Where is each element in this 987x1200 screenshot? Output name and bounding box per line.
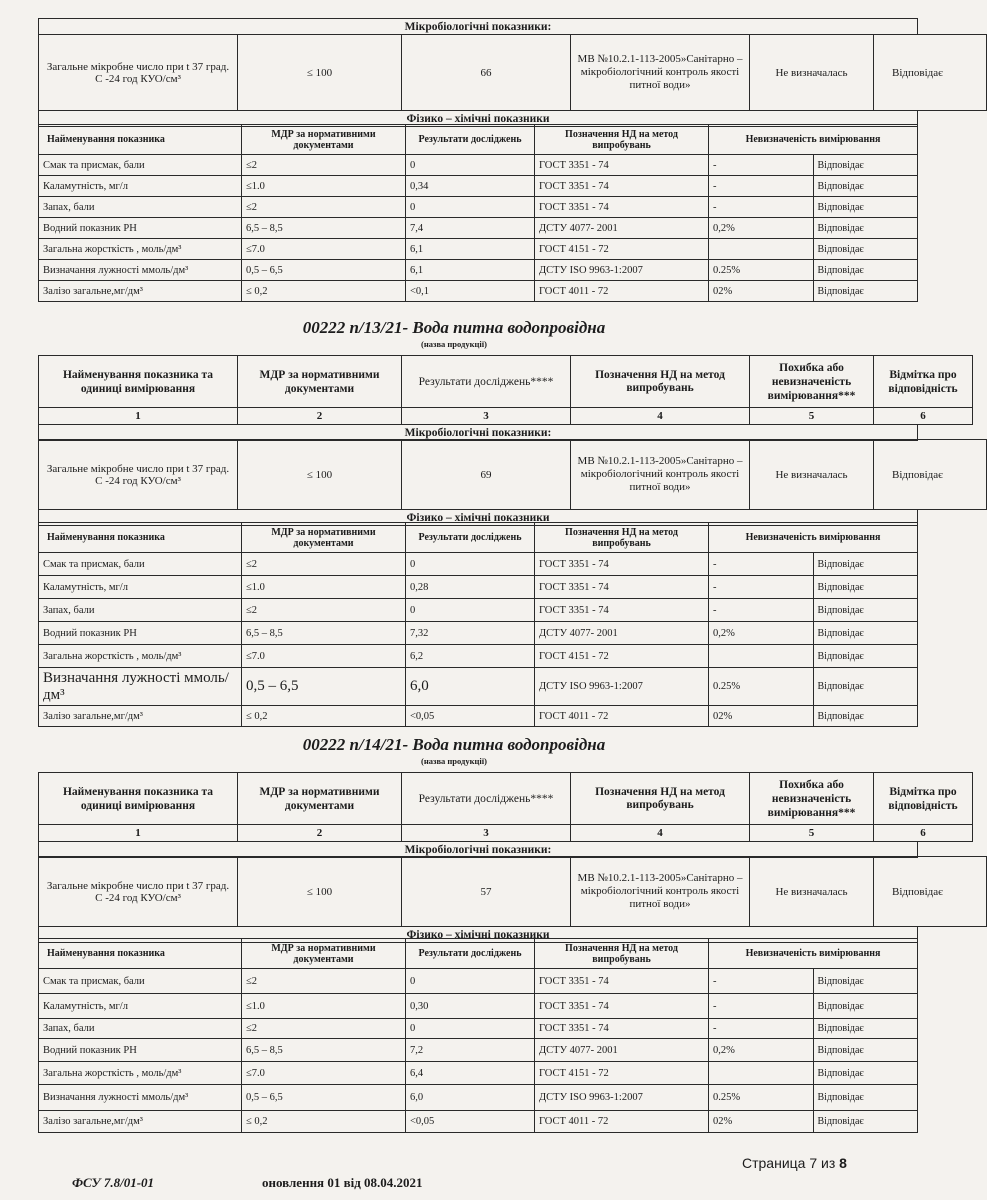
- indicator-mdr: ≤2: [242, 155, 406, 176]
- index-row: [39, 825, 973, 842]
- header-nd: Позначення НД на метод випробувань: [535, 939, 709, 969]
- indicator-name: Загальна жорсткість , моль/дм³: [39, 1062, 242, 1085]
- indicator-uncertainty: -: [709, 576, 814, 599]
- indicator-uncertainty: 0,2%: [709, 622, 814, 645]
- indicator-mark: Відповідає: [813, 969, 918, 994]
- micro-nd: МВ №10.2.1-113-2005»Санітарно – мікробіологічний контроль якості питної води»: [571, 35, 750, 111]
- indicator-result: 6,1: [406, 260, 535, 281]
- physchem-row: [39, 599, 918, 622]
- indicator-method: ГОСТ 3351 - 74: [535, 599, 709, 622]
- micro-name: Загальне мікробне число при t 37 град. С -24 год КУО/см³: [39, 35, 238, 111]
- indicator-method: ГОСТ 3351 - 74: [535, 155, 709, 176]
- physchem-row: [39, 553, 918, 576]
- indicator-method: ГОСТ 3351 - 74: [535, 553, 709, 576]
- main-header-nd: Позначення НД на метод випробувань: [571, 773, 750, 825]
- indicator-uncertainty: 0.25%: [709, 260, 814, 281]
- index-cell: 5: [750, 408, 874, 425]
- indicator-result: 0,30: [406, 994, 535, 1019]
- indicator-mark: Відповідає: [813, 239, 918, 260]
- micro-bar-1: [38, 18, 918, 35]
- physchem-label: Фізико – хімічні показники: [39, 111, 918, 127]
- indicator-name: Смак та присмак, бали: [39, 969, 242, 994]
- main-header-name: Найменування показника та одиниці вимірювання: [39, 773, 238, 825]
- indicator-mdr: ≤ 0,2: [242, 706, 406, 727]
- indicator-result: 0: [406, 155, 535, 176]
- physchem-row: [39, 197, 918, 218]
- indicator-uncertainty: [709, 1062, 814, 1085]
- header-uncertainty: Невизначеність вимірювання: [709, 125, 918, 155]
- header-name: Найменування показника: [39, 523, 242, 553]
- index-cell: 6: [874, 825, 973, 842]
- main-header-mark: Відмітка про відповідність: [874, 356, 973, 408]
- physchem-header-row: [39, 125, 918, 155]
- indicator-mark: Відповідає: [813, 1039, 918, 1062]
- physchem-row: [39, 645, 918, 668]
- indicator-method: ДСТУ 4077- 2001: [535, 218, 709, 239]
- indicator-mark: Відповідає: [813, 176, 918, 197]
- physchem-table-2: [38, 522, 918, 727]
- indicator-mark: Відповідає: [813, 668, 918, 706]
- indicator-mark: Відповідає: [813, 1085, 918, 1111]
- indicator-method: ГОСТ 4151 - 72: [535, 645, 709, 668]
- physchem-row: [39, 576, 918, 599]
- indicator-mdr: 6,5 – 8,5: [242, 622, 406, 645]
- header-nd: Позначення НД на метод випробувань: [535, 523, 709, 553]
- header-uncertainty: Невизначеність вимірювання: [709, 523, 918, 553]
- micro-mark: Відповідає: [874, 35, 987, 111]
- header-uncertainty: Невизначеність вимірювання: [709, 939, 918, 969]
- indicator-name: Водний показник РН: [39, 218, 242, 239]
- micro-result: 57: [402, 857, 571, 927]
- main-header-nd: Позначення НД на метод випробувань: [571, 356, 750, 408]
- indicator-uncertainty: -: [709, 1019, 814, 1039]
- indicator-name: Запах, бали: [39, 197, 242, 218]
- index-cell: 4: [571, 408, 750, 425]
- indicator-mark: Відповідає: [813, 1062, 918, 1085]
- header-mdr: МДР за нормативними документами: [242, 939, 406, 969]
- indicator-mark: Відповідає: [813, 576, 918, 599]
- physchem-row: [39, 706, 918, 727]
- micro-error: Не визначалась: [750, 440, 874, 510]
- indicator-result: 0,28: [406, 576, 535, 599]
- indicator-uncertainty: -: [709, 197, 814, 218]
- indicator-result: 6,0: [406, 1085, 535, 1111]
- main-header-result: Результати досліджень****: [402, 773, 571, 825]
- indicator-uncertainty: -: [709, 599, 814, 622]
- header-mdr: МДР за нормативними документами: [242, 523, 406, 553]
- indicator-mark: Відповідає: [813, 706, 918, 727]
- physchem-row: [39, 1039, 918, 1062]
- physchem-table-1: [38, 124, 918, 302]
- indicator-name: Визначання лужності ммоль/дм³: [39, 1085, 242, 1111]
- indicator-uncertainty: -: [709, 176, 814, 197]
- physchem-row: [39, 622, 918, 645]
- indicator-name: Каламутність, мг/л: [39, 994, 242, 1019]
- main-header-result: Результати досліджень****: [402, 356, 571, 408]
- indicator-uncertainty: 0.25%: [709, 668, 814, 706]
- indicator-mark: Відповідає: [813, 599, 918, 622]
- indicator-method: ГОСТ 3351 - 74: [535, 176, 709, 197]
- indicator-mdr: ≤2: [242, 969, 406, 994]
- indicator-mdr: ≤2: [242, 599, 406, 622]
- physchem-label: Фізико – хімічні показники: [39, 510, 918, 526]
- indicator-mark: Відповідає: [813, 197, 918, 218]
- physchem-row: [39, 281, 918, 302]
- micro-mdr: ≤ 100: [238, 35, 402, 111]
- indicator-name: Залізо загальне,мг/дм³: [39, 1111, 242, 1133]
- indicator-mdr: ≤ 0,2: [242, 1111, 406, 1133]
- physchem-row: [39, 218, 918, 239]
- micro-error: Не визначалась: [750, 35, 874, 111]
- indicator-name: Каламутність, мг/л: [39, 176, 242, 197]
- micro-label: Мікробіологічні показники:: [39, 19, 918, 35]
- revision-note: оновлення 01 від 08.04.2021: [262, 1175, 423, 1190]
- physchem-row: [39, 176, 918, 197]
- indicator-uncertainty: -: [709, 553, 814, 576]
- micro-nd: МВ №10.2.1-113-2005»Санітарно – мікробіологічний контроль якості питної води»: [571, 857, 750, 927]
- indicator-uncertainty: [709, 239, 814, 260]
- micro-result: 66: [402, 35, 571, 111]
- indicator-result: 7,2: [406, 1039, 535, 1062]
- indicator-name: Загальна жорсткість , моль/дм³: [39, 239, 242, 260]
- micro-mark: Відповідає: [874, 857, 987, 927]
- indicator-name: Загальна жорсткість , моль/дм³: [39, 645, 242, 668]
- indicator-uncertainty: -: [709, 994, 814, 1019]
- indicator-name: Смак та присмак, бали: [39, 155, 242, 176]
- indicator-name: Водний показник РН: [39, 622, 242, 645]
- indicator-result: 0: [406, 969, 535, 994]
- indicator-mark: Відповідає: [813, 155, 918, 176]
- indicator-result: 6,4: [406, 1062, 535, 1085]
- indicator-method: ДСТУ ISO 9963-1:2007: [535, 1085, 709, 1111]
- indicator-method: ГОСТ 4011 - 72: [535, 706, 709, 727]
- indicator-mdr: ≤2: [242, 1019, 406, 1039]
- micro-table-2: [38, 439, 987, 510]
- indicator-result: 7,4: [406, 218, 535, 239]
- indicator-mdr: ≤7.0: [242, 239, 406, 260]
- indicator-result: 0: [406, 197, 535, 218]
- indicator-uncertainty: -: [709, 155, 814, 176]
- indicator-result: <0,1: [406, 281, 535, 302]
- physchem-row: [39, 994, 918, 1019]
- micro-mdr: ≤ 100: [238, 857, 402, 927]
- indicator-mdr: ≤1.0: [242, 576, 406, 599]
- indicator-mark: Відповідає: [813, 1019, 918, 1039]
- micro-row: [39, 857, 987, 927]
- indicator-uncertainty: -: [709, 969, 814, 994]
- indicator-mdr: 6,5 – 8,5: [242, 1039, 406, 1062]
- indicator-mark: Відповідає: [813, 994, 918, 1019]
- indicator-mdr: ≤2: [242, 197, 406, 218]
- micro-name: Загальне мікробне число при t 37 град. С -24 год КУО/см³: [39, 857, 238, 927]
- micro-row: [39, 440, 987, 510]
- indicator-uncertainty: [709, 645, 814, 668]
- micro-mdr: ≤ 100: [238, 440, 402, 510]
- indicator-mark: Відповідає: [813, 645, 918, 668]
- indicator-name: Визначання лужності ммоль/дм³: [39, 668, 242, 706]
- indicator-mark: Відповідає: [813, 260, 918, 281]
- header-nd: Позначення НД на метод випробувань: [535, 125, 709, 155]
- indicator-mark: Відповідає: [813, 218, 918, 239]
- indicator-result: 0: [406, 1019, 535, 1039]
- physchem-table-3: [38, 938, 918, 1133]
- index-cell: 5: [750, 825, 874, 842]
- indicator-mdr: ≤1.0: [242, 176, 406, 197]
- indicator-mdr: ≤ 0,2: [242, 281, 406, 302]
- page-number: [742, 1155, 847, 1171]
- indicator-method: ДСТУ 4077- 2001: [535, 622, 709, 645]
- micro-label: Мікробіологічні показники:: [39, 842, 918, 858]
- indicator-result: 6,2: [406, 645, 535, 668]
- indicator-result: 0: [406, 599, 535, 622]
- indicator-mark: Відповідає: [813, 622, 918, 645]
- indicator-result: 0: [406, 553, 535, 576]
- indicator-uncertainty: 02%: [709, 706, 814, 727]
- indicator-name: Залізо загальне,мг/дм³: [39, 281, 242, 302]
- form-code: ФСУ 7.8/01-01: [72, 1175, 155, 1190]
- header-name: Найменування показника: [39, 939, 242, 969]
- index-cell: 1: [39, 408, 238, 425]
- indicator-method: ГОСТ 3351 - 74: [535, 994, 709, 1019]
- micro-label: Мікробіологічні показники:: [39, 425, 918, 441]
- header-mdr: МДР за нормативними документами: [242, 125, 406, 155]
- indicator-method: ГОСТ 4011 - 72: [535, 281, 709, 302]
- indicator-mark: Відповідає: [813, 1111, 918, 1133]
- indicator-name: Залізо загальне,мг/дм³: [39, 706, 242, 727]
- main-header-error: Похибка або невизначеність вимірювання***: [750, 356, 874, 408]
- micro-error: Не визначалась: [750, 857, 874, 927]
- page-number-prefix: Страница 7 из: [742, 1155, 840, 1171]
- indicator-method: ГОСТ 4011 - 72: [535, 1111, 709, 1133]
- indicator-uncertainty: 02%: [709, 1111, 814, 1133]
- micro-table-3: [38, 856, 987, 927]
- indicator-uncertainty: 0,2%: [709, 218, 814, 239]
- indicator-mdr: 0,5 – 6,5: [242, 668, 406, 706]
- index-cell: 2: [238, 825, 402, 842]
- indicator-name: Запах, бали: [39, 1019, 242, 1039]
- indicator-method: ГОСТ 4151 - 72: [535, 1062, 709, 1085]
- physchem-header-row: [39, 939, 918, 969]
- indicator-result: 0,34: [406, 176, 535, 197]
- main-header-mdr: МДР за нормативними документами: [238, 356, 402, 408]
- physchem-row: [39, 1111, 918, 1133]
- indicator-name: Смак та присмак, бали: [39, 553, 242, 576]
- physchem-row: [39, 969, 918, 994]
- micro-mark: Відповідає: [874, 440, 987, 510]
- indicator-name: Каламутність, мг/л: [39, 576, 242, 599]
- index-cell: 6: [874, 408, 973, 425]
- indicator-result: 6,1: [406, 239, 535, 260]
- indicator-uncertainty: 0.25%: [709, 1085, 814, 1111]
- physchem-header-row: [39, 523, 918, 553]
- index-cell: 4: [571, 825, 750, 842]
- micro-nd: МВ №10.2.1-113-2005»Санітарно – мікробіологічний контроль якості питної води»: [571, 440, 750, 510]
- indicator-method: ДСТУ ISO 9963-1:2007: [535, 668, 709, 706]
- main-header-mdr: МДР за нормативними документами: [238, 773, 402, 825]
- indicator-mdr: ≤2: [242, 553, 406, 576]
- physchem-row: [39, 239, 918, 260]
- product-title-13: 00222 п/13/21- Вода питна водопровідна: [302, 318, 606, 337]
- main-header-error: Похибка або невизначеність вимірювання***: [750, 773, 874, 825]
- main-header-mark: Відмітка про відповідність: [874, 773, 973, 825]
- header-result: Результати досліджень: [406, 523, 535, 553]
- micro-result: 69: [402, 440, 571, 510]
- indicator-mdr: ≤1.0: [242, 994, 406, 1019]
- indicator-result: 7,32: [406, 622, 535, 645]
- micro-table-1: [38, 34, 987, 111]
- physchem-row: [39, 260, 918, 281]
- indicator-mdr: ≤7.0: [242, 645, 406, 668]
- physchem-row: [39, 155, 918, 176]
- product-subtitle: (назва продукції): [421, 339, 487, 349]
- header-name: Найменування показника: [39, 125, 242, 155]
- indicator-method: ГОСТ 3351 - 74: [535, 576, 709, 599]
- index-cell: 2: [238, 408, 402, 425]
- index-cell: 3: [402, 408, 571, 425]
- physchem-row: [39, 1085, 918, 1111]
- physchem-row: [39, 1019, 918, 1039]
- indicator-mdr: 6,5 – 8,5: [242, 218, 406, 239]
- physchem-row: [39, 668, 918, 706]
- indicator-name: Запах, бали: [39, 599, 242, 622]
- indicator-result: 6,0: [406, 668, 535, 706]
- indicator-name: Водний показник РН: [39, 1039, 242, 1062]
- indicator-method: ДСТУ ISO 9963-1:2007: [535, 260, 709, 281]
- physchem-label: Фізико – хімічні показники: [39, 927, 918, 943]
- index-cell: 3: [402, 825, 571, 842]
- indicator-mdr: 0,5 – 6,5: [242, 1085, 406, 1111]
- indicator-uncertainty: 0,2%: [709, 1039, 814, 1062]
- indicator-uncertainty: 02%: [709, 281, 814, 302]
- indicator-name: Визначання лужності ммоль/дм³: [39, 260, 242, 281]
- index-cell: 1: [39, 825, 238, 842]
- indicator-method: ДСТУ 4077- 2001: [535, 1039, 709, 1062]
- micro-row: [39, 35, 987, 111]
- indicator-method: ГОСТ 4151 - 72: [535, 239, 709, 260]
- index-row: [39, 408, 973, 425]
- header-result: Результати досліджень: [406, 939, 535, 969]
- product-title-14: 00222 п/14/21- Вода питна водопровідна: [302, 735, 606, 754]
- indicator-method: ГОСТ 3351 - 74: [535, 969, 709, 994]
- indicator-method: ГОСТ 3351 - 74: [535, 197, 709, 218]
- micro-name: Загальне мікробне число при t 37 град. С -24 год КУО/см³: [39, 440, 238, 510]
- indicator-result: <0,05: [406, 1111, 535, 1133]
- main-header-name: Найменування показника та одиниці вимірювання: [39, 356, 238, 408]
- indicator-method: ГОСТ 3351 - 74: [535, 1019, 709, 1039]
- indicator-result: <0,05: [406, 706, 535, 727]
- page-number-total: 8: [839, 1155, 847, 1171]
- physchem-row: [39, 1062, 918, 1085]
- header-result: Результати досліджень: [406, 125, 535, 155]
- indicator-mark: Відповідає: [813, 553, 918, 576]
- indicator-mdr: ≤7.0: [242, 1062, 406, 1085]
- main-header-3: [38, 772, 973, 842]
- indicator-mdr: 0,5 – 6,5: [242, 260, 406, 281]
- main-header-2: [38, 355, 973, 425]
- indicator-mark: Відповідає: [813, 281, 918, 302]
- product-subtitle: (назва продукції): [421, 756, 487, 766]
